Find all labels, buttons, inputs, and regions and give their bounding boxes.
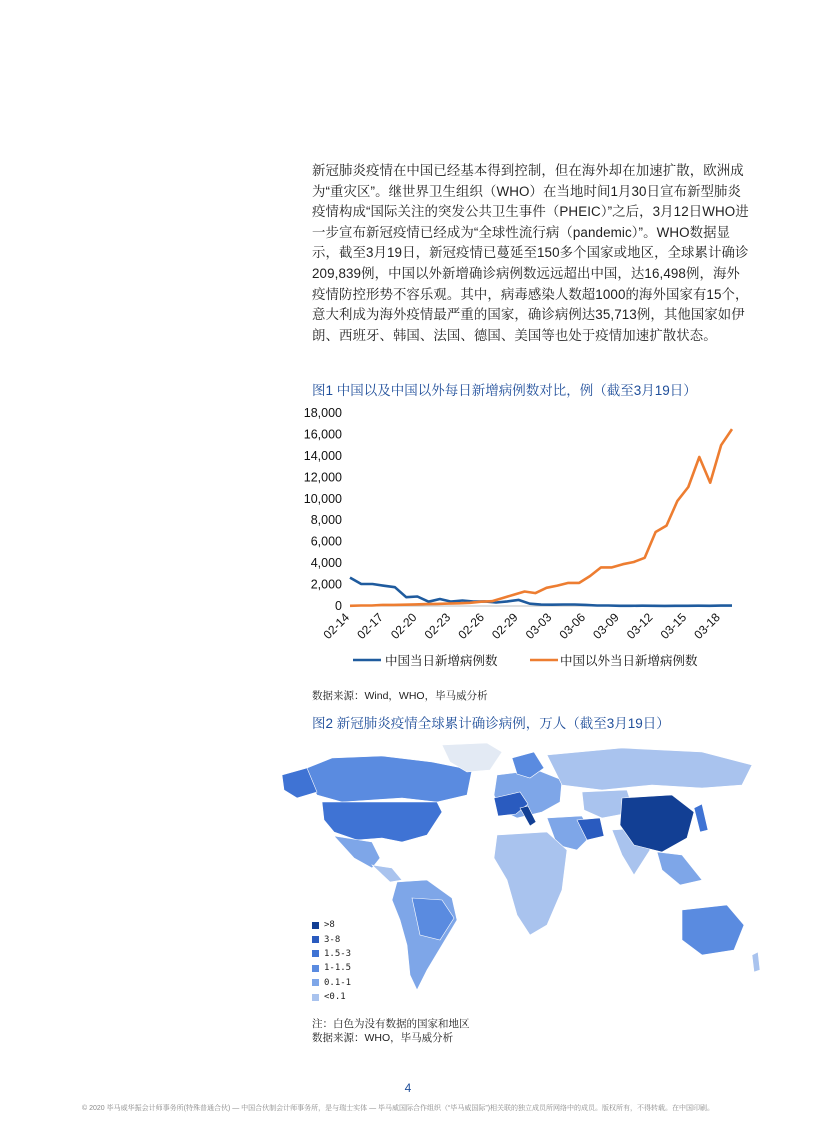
y-tick-label: 6,000	[310, 534, 342, 549]
legend-label: 1-1.5	[324, 963, 352, 974]
legend-swatch	[312, 950, 319, 957]
x-tick-label: 03-03	[522, 610, 555, 642]
legend-item	[312, 961, 351, 975]
y-tick-label: 4,000	[310, 556, 342, 571]
series-line-1	[350, 429, 732, 606]
legend-swatch	[312, 936, 319, 943]
y-tick-label: 10,000	[303, 491, 342, 506]
map-usa	[322, 802, 442, 842]
x-tick-label: 03-18	[691, 610, 723, 642]
x-tick-label: 02-23	[421, 610, 454, 642]
figure2-note: 注：白色为没有数据的国家和地区	[312, 1018, 470, 1030]
figure2-source: 数据来源：WHO，毕马威分析	[312, 1032, 454, 1044]
map-africa	[494, 832, 567, 935]
map-korea-japan	[694, 804, 708, 832]
x-tick-label: 02-26	[455, 610, 487, 642]
legend-item	[312, 918, 351, 932]
map-australia	[682, 905, 744, 955]
figure1-title: 图1 中国以及中国以外每日新增病例数对比，例（截至3月19日）	[312, 383, 697, 398]
legend-item	[312, 976, 351, 990]
legend-label: <0.1	[324, 992, 346, 1003]
map-canada	[302, 756, 472, 802]
y-tick-label: 8,000	[310, 513, 342, 528]
y-tick-label: 14,000	[303, 448, 342, 463]
map-legend	[312, 918, 351, 1004]
legend-item	[312, 947, 351, 961]
y-tick-label: 2,000	[310, 577, 342, 592]
page-number: 4	[404, 1081, 412, 1095]
figure2-title: 图2 新冠肺炎疫情全球累计确诊病例，万人（截至3月19日）	[312, 716, 670, 731]
legend-swatch	[312, 979, 319, 986]
map-russia	[547, 748, 752, 790]
y-tick-label: 0	[335, 599, 342, 613]
x-tick-label: 02-17	[354, 610, 386, 642]
legend-swatch	[312, 965, 319, 972]
daily-cases-line-chart	[288, 400, 758, 690]
y-tick-label: 18,000	[303, 406, 342, 420]
legend-item	[312, 990, 351, 1004]
intro-paragraph: 新冠肺炎疫情在中国已经基本得到控制，但在海外却在加速扩散，欧洲成为“重灾区”。继世界卫生组织（WHO）在当地时间1月30日宣布新型肺炎疫情构成“国际关注的突发公共卫生事件（PHEIC）”之后，3月12日WHO进一步宣布新冠疫情已经成为“全球性流行病（pandemic）”。WHO数据显示，截至3月19日，新冠疫情已蔓延至150多个国家或地区，全球累计确诊209,839例，中国以外新增确诊病例数远远超出中国，达16,498例，海外疫情防控形势不容乐观。其中，病毒感染人数超1000的海外国家有15个，意大利成为海外疫情最严重的国家，确诊病例达35,713例，其他国家如伊朗、西班牙、韩国、法国、德国、美国等也处于疫情加速扩散状态。	[312, 163, 749, 343]
legend-label: 3-8	[324, 934, 341, 945]
map-mexico	[334, 836, 380, 868]
legend-label: 1.5-3	[324, 948, 352, 959]
legend-label-1: 中国以外当日新增病例数	[560, 654, 698, 668]
legend-label-0: 中国当日新增病例数	[385, 654, 498, 668]
map-southeast-asia	[657, 852, 702, 885]
legend-label: >8	[324, 920, 335, 931]
x-tick-label: 02-20	[387, 610, 420, 642]
legend-label: 0.1-1	[324, 977, 352, 988]
map-central-america	[372, 865, 402, 882]
figure1-source: 数据来源：Wind，WHO，毕马威分析	[312, 690, 488, 702]
legend-swatch	[312, 994, 319, 1001]
legend-item	[312, 932, 351, 946]
legend-swatch	[312, 922, 319, 929]
x-tick-label: 03-09	[590, 610, 622, 642]
x-tick-label: 02-29	[489, 610, 521, 642]
y-tick-label: 12,000	[303, 470, 342, 485]
y-tick-label: 16,000	[303, 427, 342, 442]
x-tick-label: 03-12	[623, 610, 656, 642]
x-tick-label: 03-06	[556, 610, 589, 642]
map-new-zealand	[752, 952, 760, 972]
x-tick-label: 02-14	[320, 610, 353, 642]
x-tick-label: 03-15	[657, 610, 690, 642]
footer-copyright: © 2020 毕马威华振会计师事务所(特殊普通合伙) — 中国合伙制会计师事务所，是与瑞士实体 — 毕马威国际合作组织（“毕马威国际”)相关联的独立成员所网络中的成员。版权所有，不得转载。在中国印刷。	[82, 1105, 715, 1112]
